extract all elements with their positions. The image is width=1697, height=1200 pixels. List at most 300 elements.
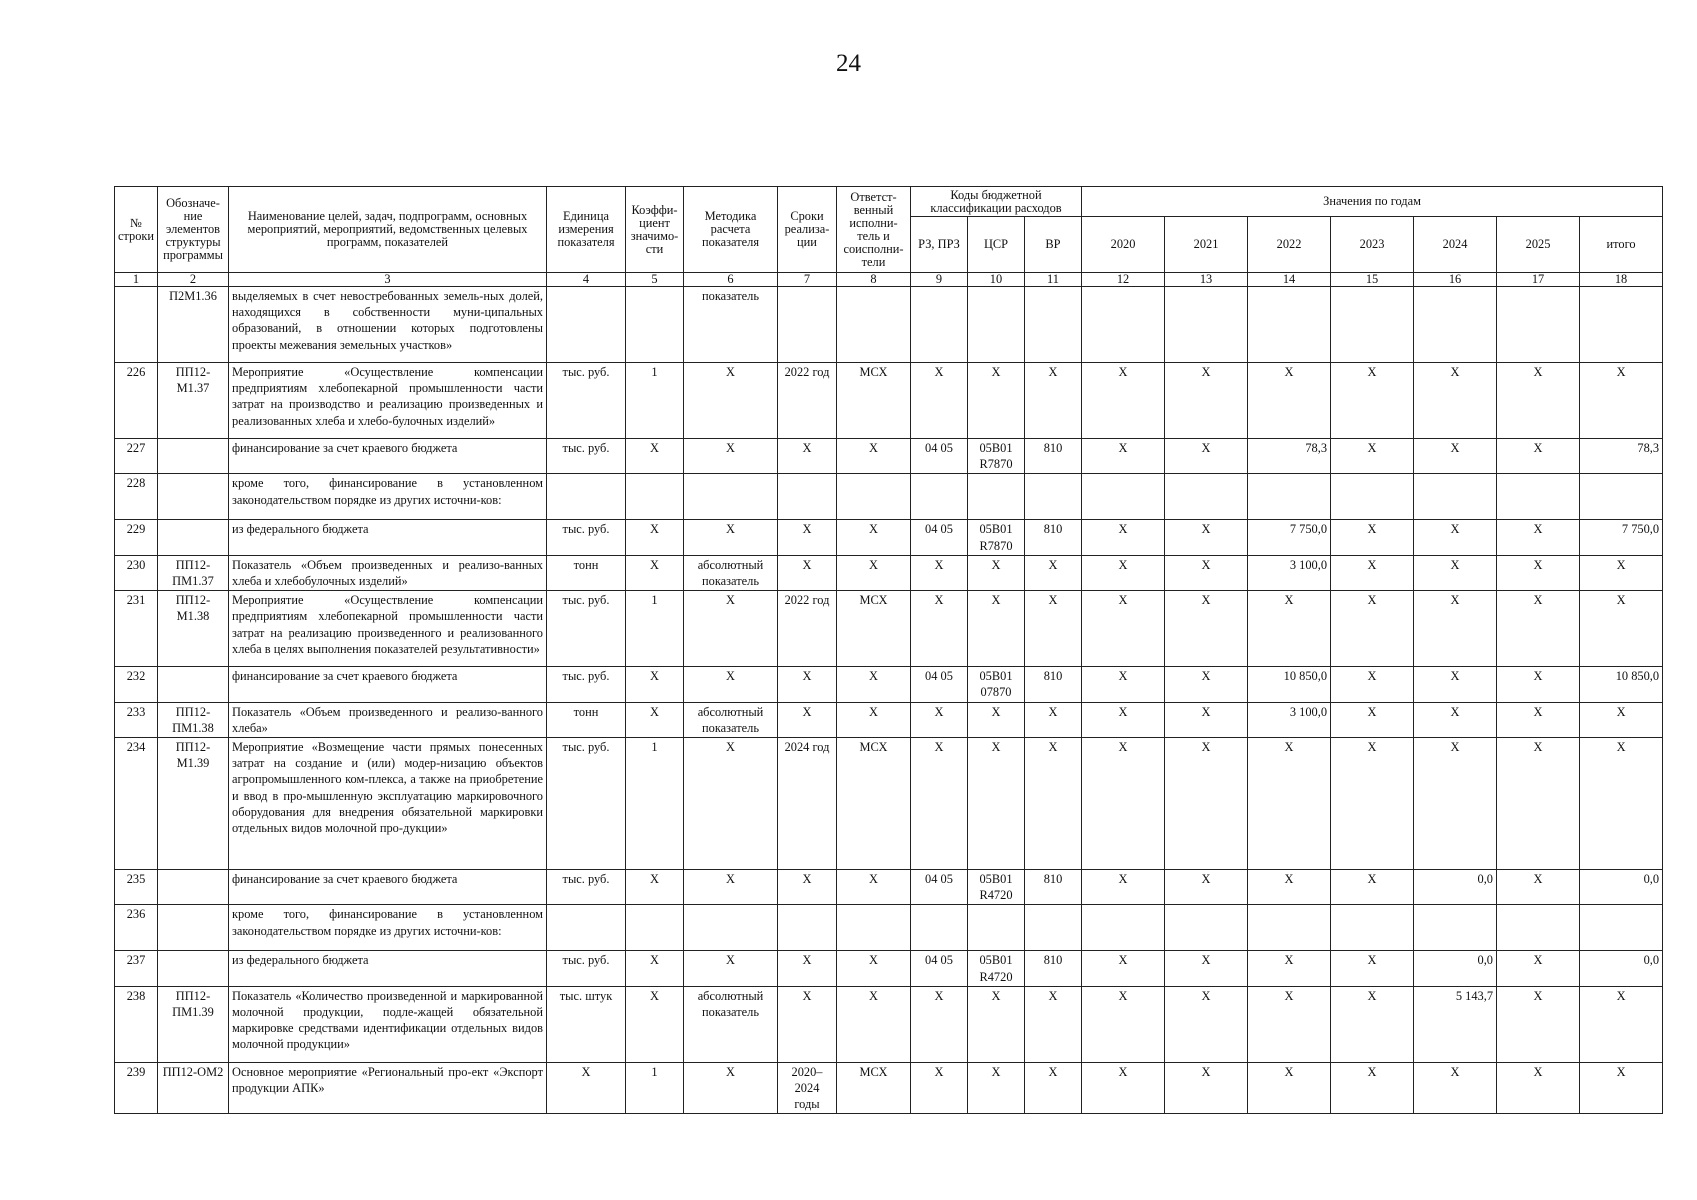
cell-code-csr: X (968, 738, 1025, 870)
cell-designation (158, 667, 229, 702)
cell-value-2021: X (1165, 520, 1248, 555)
table-row (115, 905, 1663, 951)
table-row (115, 363, 1663, 439)
cell-responsible: X (837, 986, 911, 1062)
cell-value-2024: X (1414, 363, 1497, 439)
cell-name: Показатель «Объем произведенных и реализо-ванных хлеба и хлебобулочных изделий» (229, 555, 547, 590)
cell-value-2024: X (1414, 702, 1497, 737)
cell-value-2023: X (1331, 702, 1414, 737)
cell-code-rz: X (911, 1062, 968, 1114)
cell-value-2020 (1082, 905, 1165, 951)
cell-value-2023: X (1331, 986, 1414, 1062)
cell-value-2022: 3 100,0 (1248, 555, 1331, 590)
header-name: Наименование целей, задач, подпрограмм, основных мероприятий, мероприятий, ведомственных целевых программ, показателей (229, 187, 547, 273)
cell-code-csr: 05В01 R4720 (968, 951, 1025, 986)
cell-value-2024: X (1414, 738, 1497, 870)
cell-method: X (684, 363, 778, 439)
cell-value-2022: 10 850,0 (1248, 667, 1331, 702)
cell-value-total: 78,3 (1580, 439, 1663, 474)
cell-row-number: 231 (115, 591, 158, 667)
cell-value-2023: X (1331, 439, 1414, 474)
cell-coefficient: 1 (626, 738, 684, 870)
cell-code-csr: X (968, 702, 1025, 737)
table-row (115, 702, 1663, 737)
cell-value-2025: X (1497, 986, 1580, 1062)
header-responsible: Ответст-венный исполни-тель и соисполни-тели (837, 187, 911, 273)
cell-responsible: X (837, 702, 911, 737)
header-terms: Сроки реализа-ции (778, 187, 837, 273)
cell-value-2025: X (1497, 591, 1580, 667)
header-coef: Коэффи-циент значимо-сти (626, 187, 684, 273)
cell-value-2022: X (1248, 870, 1331, 905)
program-table (114, 186, 1663, 1114)
cell-value-2020: X (1082, 951, 1165, 986)
column-number: 9 (911, 273, 968, 287)
header-designation: Обозначе-ние элементов структуры программы (158, 187, 229, 273)
cell-coefficient (626, 474, 684, 520)
cell-code-vr (1025, 287, 1082, 363)
cell-code-rz (911, 287, 968, 363)
cell-code-vr (1025, 474, 1082, 520)
cell-code-csr: 05В01 07870 (968, 667, 1025, 702)
cell-coefficient: X (626, 951, 684, 986)
cell-name: кроме того, финансирование в установленном законодательством порядке из других источни-ков: (229, 474, 547, 520)
cell-name: выделяемых в счет невостребованных земель-ных долей, находящихся в собственности муни-ципальных образований, в отношении которых подготовлены проекты межевания земельных участков» (229, 287, 547, 363)
cell-value-total: 7 750,0 (1580, 520, 1663, 555)
cell-unit: тыс. руб. (547, 951, 626, 986)
cell-unit (547, 474, 626, 520)
cell-responsible: МСХ (837, 1062, 911, 1114)
cell-code-vr: X (1025, 1062, 1082, 1114)
cell-value-total: 0,0 (1580, 951, 1663, 986)
cell-unit: тонн (547, 702, 626, 737)
cell-value-2023 (1331, 905, 1414, 951)
column-number: 6 (684, 273, 778, 287)
cell-value-2020: X (1082, 520, 1165, 555)
cell-designation: ПП12-ПМ1.37 (158, 555, 229, 590)
cell-value-2023: X (1331, 555, 1414, 590)
header-unit: Единица измерения показателя (547, 187, 626, 273)
cell-responsible (837, 287, 911, 363)
cell-method (684, 905, 778, 951)
cell-value-2022: X (1248, 591, 1331, 667)
cell-unit: тыс. руб. (547, 520, 626, 555)
cell-unit (547, 287, 626, 363)
cell-code-rz: 04 05 (911, 951, 968, 986)
cell-row-number (115, 287, 158, 363)
cell-value-2022: 78,3 (1248, 439, 1331, 474)
cell-unit: тыс. штук (547, 986, 626, 1062)
cell-unit: X (547, 1062, 626, 1114)
table-row (115, 951, 1663, 986)
cell-coefficient (626, 905, 684, 951)
cell-unit: тыс. руб. (547, 870, 626, 905)
table-row (115, 591, 1663, 667)
cell-row-number: 235 (115, 870, 158, 905)
cell-value-2021 (1165, 287, 1248, 363)
column-numbers-row (115, 273, 1663, 287)
cell-term: X (778, 870, 837, 905)
cell-value-2020: X (1082, 667, 1165, 702)
cell-responsible: МСХ (837, 591, 911, 667)
header-year-2020: 2020 (1082, 217, 1165, 273)
table-row (115, 555, 1663, 590)
cell-term (778, 287, 837, 363)
cell-row-number: 228 (115, 474, 158, 520)
cell-value-2022: X (1248, 363, 1331, 439)
cell-designation (158, 870, 229, 905)
cell-value-2023: X (1331, 591, 1414, 667)
header-csr: ЦСР (968, 217, 1025, 273)
table-row (115, 738, 1663, 870)
cell-designation: ПП12-ПМ1.38 (158, 702, 229, 737)
cell-code-csr: X (968, 1062, 1025, 1114)
cell-method: X (684, 667, 778, 702)
table-row (115, 520, 1663, 555)
cell-value-2025: X (1497, 1062, 1580, 1114)
cell-term: 2022 год (778, 363, 837, 439)
cell-row-number: 236 (115, 905, 158, 951)
cell-value-2020: X (1082, 591, 1165, 667)
cell-code-vr: X (1025, 591, 1082, 667)
cell-responsible: МСХ (837, 738, 911, 870)
cell-term: X (778, 520, 837, 555)
cell-code-csr: X (968, 555, 1025, 590)
cell-value-2020: X (1082, 555, 1165, 590)
cell-value-total: 0,0 (1580, 870, 1663, 905)
cell-designation (158, 905, 229, 951)
cell-responsible: X (837, 951, 911, 986)
cell-value-2024: X (1414, 591, 1497, 667)
cell-code-rz: X (911, 702, 968, 737)
cell-unit: тыс. руб. (547, 591, 626, 667)
cell-code-csr (968, 905, 1025, 951)
cell-method: X (684, 520, 778, 555)
header-total: итого (1580, 217, 1663, 273)
cell-method: X (684, 951, 778, 986)
cell-method: X (684, 591, 778, 667)
cell-value-2025: X (1497, 738, 1580, 870)
cell-unit: тыс. руб. (547, 363, 626, 439)
cell-coefficient: X (626, 555, 684, 590)
cell-term: 2022 год (778, 591, 837, 667)
header-year-2023: 2023 (1331, 217, 1414, 273)
cell-code-rz: X (911, 986, 968, 1062)
column-number: 18 (1580, 273, 1663, 287)
cell-value-2023 (1331, 287, 1414, 363)
column-number: 14 (1248, 273, 1331, 287)
cell-code-rz: 04 05 (911, 870, 968, 905)
cell-code-csr: 05В01 R4720 (968, 870, 1025, 905)
header-values-by-year: Значения по годам (1082, 187, 1663, 217)
cell-value-2024: 0,0 (1414, 951, 1497, 986)
cell-value-2021: X (1165, 986, 1248, 1062)
cell-row-number: 233 (115, 702, 158, 737)
table-row (115, 986, 1663, 1062)
column-number: 3 (229, 273, 547, 287)
cell-code-vr: X (1025, 555, 1082, 590)
cell-row-number: 238 (115, 986, 158, 1062)
cell-value-total (1580, 905, 1663, 951)
cell-coefficient: X (626, 667, 684, 702)
cell-value-2021: X (1165, 702, 1248, 737)
cell-value-2025: X (1497, 520, 1580, 555)
cell-code-rz: 04 05 (911, 439, 968, 474)
cell-value-2021: X (1165, 439, 1248, 474)
cell-method: абсолютный показатель (684, 555, 778, 590)
header-year-2021: 2021 (1165, 217, 1248, 273)
column-number: 2 (158, 273, 229, 287)
cell-row-number: 234 (115, 738, 158, 870)
cell-name: Мероприятие «Осуществление компенсации предприятиям хлебопекарной промышленности части затрат на производство и реализацию произведенных и реализованных хлеба и хлебо-булочных изделий» (229, 363, 547, 439)
cell-code-vr: 810 (1025, 667, 1082, 702)
cell-value-2022 (1248, 287, 1331, 363)
cell-coefficient: 1 (626, 591, 684, 667)
cell-value-2023 (1331, 474, 1414, 520)
cell-code-vr: 810 (1025, 951, 1082, 986)
cell-value-2023: X (1331, 870, 1414, 905)
cell-value-2020: X (1082, 363, 1165, 439)
cell-value-2024: X (1414, 1062, 1497, 1114)
cell-value-2024 (1414, 287, 1497, 363)
cell-designation: ПП12-М1.38 (158, 591, 229, 667)
cell-responsible (837, 474, 911, 520)
cell-code-vr: X (1025, 702, 1082, 737)
cell-value-2025: X (1497, 555, 1580, 590)
cell-method: абсолютный показатель (684, 986, 778, 1062)
cell-value-2021: X (1165, 951, 1248, 986)
cell-coefficient: X (626, 702, 684, 737)
cell-code-vr: X (1025, 986, 1082, 1062)
cell-coefficient (626, 287, 684, 363)
cell-row-number: 237 (115, 951, 158, 986)
cell-value-2025: X (1497, 667, 1580, 702)
cell-row-number: 239 (115, 1062, 158, 1114)
cell-value-total: X (1580, 986, 1663, 1062)
cell-name: Показатель «Количество произведенной и маркированной молочной продукции, подле-жащей обязательной маркировке средствами идентификации отдельных видов молочной продукции» (229, 986, 547, 1062)
table-row (115, 474, 1663, 520)
cell-code-csr: X (968, 591, 1025, 667)
cell-value-2025: X (1497, 702, 1580, 737)
cell-value-2023: X (1331, 520, 1414, 555)
cell-code-csr: 05В01 R7870 (968, 439, 1025, 474)
cell-value-2020: X (1082, 702, 1165, 737)
header-vr: ВР (1025, 217, 1082, 273)
cell-responsible: МСХ (837, 363, 911, 439)
cell-value-total: X (1580, 738, 1663, 870)
cell-code-rz: 04 05 (911, 667, 968, 702)
cell-responsible: X (837, 667, 911, 702)
cell-unit: тыс. руб. (547, 667, 626, 702)
cell-code-vr: X (1025, 363, 1082, 439)
cell-method: показатель (684, 287, 778, 363)
column-number: 1 (115, 273, 158, 287)
cell-value-2024: X (1414, 520, 1497, 555)
cell-designation (158, 474, 229, 520)
header-year-2025: 2025 (1497, 217, 1580, 273)
table-row (115, 1062, 1663, 1114)
table-row (115, 287, 1663, 363)
cell-value-2021: X (1165, 1062, 1248, 1114)
cell-code-rz (911, 905, 968, 951)
cell-designation: ПП12-ОМ2 (158, 1062, 229, 1114)
cell-designation (158, 520, 229, 555)
cell-row-number: 226 (115, 363, 158, 439)
cell-value-2020: X (1082, 1062, 1165, 1114)
column-number: 8 (837, 273, 911, 287)
cell-designation (158, 439, 229, 474)
cell-coefficient: X (626, 520, 684, 555)
column-number: 4 (547, 273, 626, 287)
cell-designation: ПП12-М1.39 (158, 738, 229, 870)
cell-coefficient: 1 (626, 363, 684, 439)
cell-code-vr (1025, 905, 1082, 951)
cell-method: X (684, 439, 778, 474)
cell-unit: тонн (547, 555, 626, 590)
cell-value-2025: X (1497, 363, 1580, 439)
cell-value-2020: X (1082, 738, 1165, 870)
cell-value-2022: X (1248, 738, 1331, 870)
cell-code-vr: 810 (1025, 520, 1082, 555)
cell-designation: ПП12-М1.37 (158, 363, 229, 439)
cell-value-2022: X (1248, 986, 1331, 1062)
cell-code-vr: 810 (1025, 439, 1082, 474)
cell-value-2025 (1497, 287, 1580, 363)
column-number: 15 (1331, 273, 1414, 287)
cell-method: X (684, 1062, 778, 1114)
cell-coefficient: 1 (626, 1062, 684, 1114)
cell-value-2021: X (1165, 738, 1248, 870)
cell-designation: ПП12-ПМ1.39 (158, 986, 229, 1062)
column-number: 13 (1165, 273, 1248, 287)
cell-value-2024: X (1414, 555, 1497, 590)
cell-row-number: 229 (115, 520, 158, 555)
cell-row-number: 227 (115, 439, 158, 474)
cell-name: из федерального бюджета (229, 951, 547, 986)
cell-row-number: 230 (115, 555, 158, 590)
cell-value-2020 (1082, 474, 1165, 520)
column-number: 11 (1025, 273, 1082, 287)
table-row (115, 667, 1663, 702)
cell-responsible: X (837, 870, 911, 905)
cell-name: кроме того, финансирование в установленном законодательством порядке из других источни-ков: (229, 905, 547, 951)
cell-value-2022 (1248, 905, 1331, 951)
cell-name: Мероприятие «Возмещение части прямых понесенных затрат на создание и (или) модер-низацию объектов агропромышленного ком-плекса, а также на приобретение и ввод в про-мышленную эксплуатацию маркировочного оборудования для внедрения обязательной маркировки отдельных видов молочной про-дукции» (229, 738, 547, 870)
cell-code-csr (968, 287, 1025, 363)
cell-value-2020: X (1082, 986, 1165, 1062)
cell-value-2024 (1414, 905, 1497, 951)
cell-value-2025: X (1497, 951, 1580, 986)
cell-term: X (778, 555, 837, 590)
cell-code-rz: X (911, 738, 968, 870)
cell-term: X (778, 702, 837, 737)
header-row-no: № строки (115, 187, 158, 273)
cell-coefficient: X (626, 439, 684, 474)
cell-value-total: X (1580, 1062, 1663, 1114)
cell-name: из федерального бюджета (229, 520, 547, 555)
cell-term (778, 905, 837, 951)
cell-value-2024: X (1414, 439, 1497, 474)
cell-value-total: X (1580, 702, 1663, 737)
cell-name: финансирование за счет краевого бюджета (229, 870, 547, 905)
cell-value-total: 10 850,0 (1580, 667, 1663, 702)
cell-code-csr: X (968, 363, 1025, 439)
cell-name: финансирование за счет краевого бюджета (229, 439, 547, 474)
cell-method: абсолютный показатель (684, 702, 778, 737)
column-number: 5 (626, 273, 684, 287)
cell-unit: тыс. руб. (547, 738, 626, 870)
header-budget-codes: Коды бюджетной классификации расходов (911, 187, 1082, 217)
cell-code-rz: 04 05 (911, 520, 968, 555)
cell-name: Показатель «Объем произведенного и реализо-ванного хлеба» (229, 702, 547, 737)
cell-responsible: X (837, 520, 911, 555)
table-row (115, 870, 1663, 905)
cell-value-2022: X (1248, 1062, 1331, 1114)
cell-code-rz: X (911, 363, 968, 439)
header-rz: РЗ, ПРЗ (911, 217, 968, 273)
cell-value-2025 (1497, 905, 1580, 951)
cell-method: X (684, 738, 778, 870)
cell-term: X (778, 439, 837, 474)
cell-value-2020 (1082, 287, 1165, 363)
cell-code-rz (911, 474, 968, 520)
cell-value-2020: X (1082, 870, 1165, 905)
column-number: 16 (1414, 273, 1497, 287)
cell-code-csr: 05В01 R7870 (968, 520, 1025, 555)
cell-value-2024 (1414, 474, 1497, 520)
cell-value-2023: X (1331, 363, 1414, 439)
cell-value-2022: 7 750,0 (1248, 520, 1331, 555)
cell-coefficient: X (626, 870, 684, 905)
cell-value-2025: X (1497, 439, 1580, 474)
cell-value-2021 (1165, 474, 1248, 520)
cell-value-2022 (1248, 474, 1331, 520)
cell-name: Основное мероприятие «Региональный про-ект «Экспорт продукции АПК» (229, 1062, 547, 1114)
cell-term (778, 474, 837, 520)
cell-term: X (778, 951, 837, 986)
cell-term: 2024 год (778, 738, 837, 870)
column-number: 12 (1082, 273, 1165, 287)
cell-value-2024: X (1414, 667, 1497, 702)
cell-value-2022: 3 100,0 (1248, 702, 1331, 737)
cell-value-2023: X (1331, 667, 1414, 702)
cell-responsible: X (837, 555, 911, 590)
cell-value-2021: X (1165, 667, 1248, 702)
cell-code-vr: 810 (1025, 870, 1082, 905)
cell-value-2021 (1165, 905, 1248, 951)
cell-code-rz: X (911, 591, 968, 667)
cell-value-total: X (1580, 555, 1663, 590)
cell-code-csr: X (968, 986, 1025, 1062)
cell-value-2024: 0,0 (1414, 870, 1497, 905)
cell-unit: тыс. руб. (547, 439, 626, 474)
cell-value-2021: X (1165, 870, 1248, 905)
cell-value-2021: X (1165, 363, 1248, 439)
cell-code-rz: X (911, 555, 968, 590)
cell-code-csr (968, 474, 1025, 520)
cell-value-2025 (1497, 474, 1580, 520)
cell-unit (547, 905, 626, 951)
cell-designation: П2М1.36 (158, 287, 229, 363)
cell-name: финансирование за счет краевого бюджета (229, 667, 547, 702)
cell-method (684, 474, 778, 520)
cell-value-2021: X (1165, 555, 1248, 590)
page-number: 24 (836, 50, 861, 77)
cell-name: Мероприятие «Осуществление компенсации предприятиям хлебопекарной промышленности части затрат на реализацию произведенного и реализованного хлеба в целях выполнения показателей результативности» (229, 591, 547, 667)
cell-term: X (778, 986, 837, 1062)
cell-method: X (684, 870, 778, 905)
cell-value-total: X (1580, 591, 1663, 667)
